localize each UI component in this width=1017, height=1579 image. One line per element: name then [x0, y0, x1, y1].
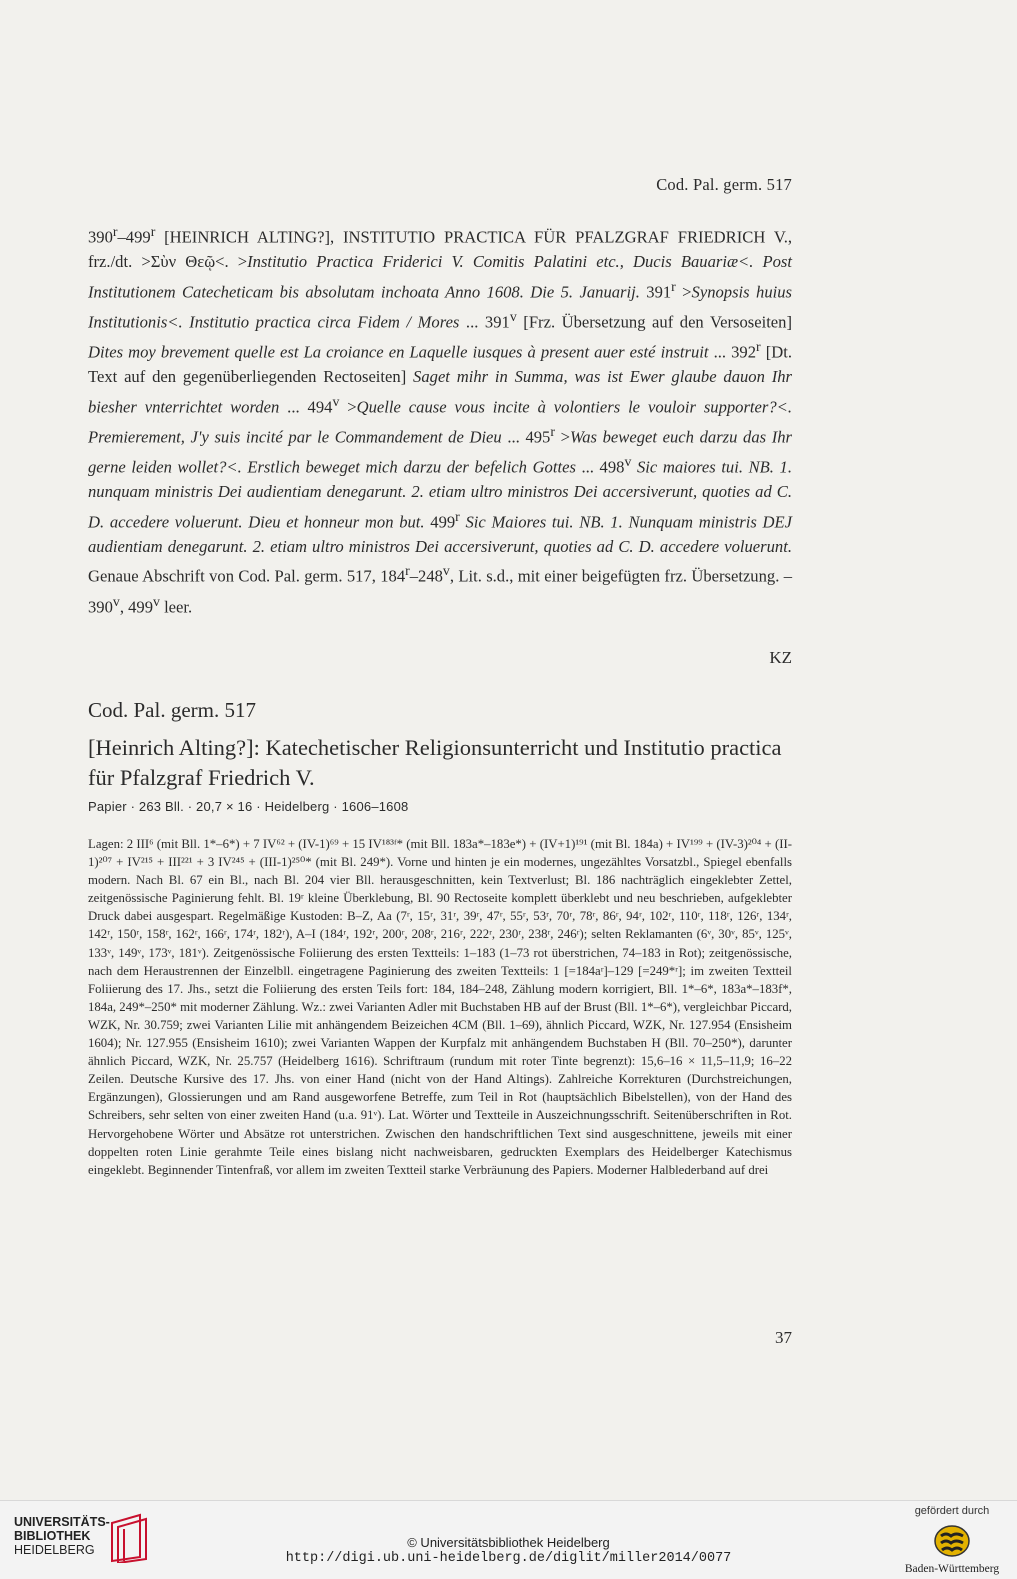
sponsor-block[interactable] [897, 1505, 1007, 1575]
sponsor-label: gefördert durch [914, 1505, 990, 1517]
previous-entry-text: 390$^r$–499$^r$ [HEINRICH ALTING?], INSTITUTIO PRACTICA FÜR PFALZGRAF FRIEDRICH V., frz./dt. >Σὺν Θεῷ<. >Institutio Practica Friderici V. Comitis Palatini etc., Ducis Bauariæ<. Post Institutionem Catecheticam bis absolutam inchoata Anno 1608. Die 5. Januarij. $391^r$ >Synopsis huius Institutionis<. Institutio practica circa Fidem / Mores ... 391$^v$ [Frz. Übersetzung auf den Versoseiten] Dites moy brevement quelle est La croiance en Laquelle iusques à present auer esté instruit ... 392$^r$ [Dt. Text auf den gegenüberliegenden Rectoseiten] Saget mihr in Summa, was ist Ewer glaube dauon Ihr biesher vnterrichtet worden ... $494^v$ >Quelle cause vous incite à volontiers le vouloir supporter?<. Premierement, J'y suis incité par le Commandement de Dieu ... $495^r >Was$ beweget euch darzu das Ihr gerne leiden wollet?<. Erstlich beweget mich darzu der befelich Gottes ... 498$^v$ Sic maiores tui. NB. 1. nunquam ministris Dei audientiam denegarunt. 2. etiam ultro ministros Dei accersiverunt, quoties ad C. D. accedere voluerunt. Dieu et honneur mon but. 499$^r$ Sic Maiores tui. NB. 1. Nunquam ministris DEJ audientiam denegarunt. 2. etiam ultro ministros Dei accersiverunt, quoties ad C. D. accedere voluerunt. Genaue Abschrift von Cod. Pal. germ. 517, 184$^r$–248$^v$, Lit. s.d., mit einer beigefügten frz. Übersetzung. – 390$^v$, 499$^v$ leer. [88, 224, 793, 617]
codicological-description: Lagen: 2 III⁶ (mit Bll. 1*–6*) + 7 IV⁶² + (IV-1)⁶⁹ + 15 IV¹⁸³ᶠ* (mit Bll. 183a*–183e*) + (IV+1)¹⁹¹ (mit Bl. 184a) + IV¹⁹⁹ + (IV-3)²⁰⁴ + (II-1)²⁰⁷ + IV²¹⁵ + III²²¹ + 3 IV²⁴⁵ + (III-1)²⁵⁰* (mit Bl. 249*). Vorne und hinten je ein modernes, ungezähltes Vorsatzbl., Spiegel ebenfalls modern. Nach Bl. 67 ein Bl., nach Bl. 204 vier Bll. herausgeschnitten, kein Textverlust; Bl. 186 nachträglich eingeklebter Zettel, zeitgenössische Paginierung fehlt. Bl. 19ʳ kleine Überklebung, Bl. 90 Rectoseite komplett überklebt und neu beschrieben, aufgeklebter Druck dabei ausgespart. Regelmäßige Kustoden: B–Z, Aa (7ʳ, 15ʳ, 31ʳ, 39ʳ, 47ʳ, 55ʳ, 53ʳ, 70ʳ, 78ʳ, 86ʳ, 94ʳ, 102ʳ, 110ʳ, 118ʳ, 126ʳ, 134ʳ, 142ʳ, 150ʳ, 158ʳ, 162ʳ, 166ʳ, 174ʳ, 182ʳ), A–I (184ʳ, 192ʳ, 200ʳ, 208ʳ, 216ʳ, 222ʳ, 230ʳ, 238ʳ, 246ʳ); selten Reklamanten (6ᵛ, 30ᵛ, 85ᵛ, 125ᵛ, 133ᵛ, 149ᵛ, 173ᵛ, 181ᵛ). Zeitgenössische Foliierung des ersten Textteils: 1–183 (1–73 rot überstrichen, 74–183 in Rot); zeitgenössische, nach dem Heraustrennen der Einzelbll. eingetragene Paginierung des zweiten Textteils: 1 [=184aʳ]–129 [=249*ʳ]; im zweiten Textteil Foliierung des 17. Jhs., setzt die Foliierung des ersten Teils fort: 184, 184–248, Zählung modern korrigiert, Bll. 1*–6*, 183a*–183f*, 184a, 249*–250* mit moderner Zählung. Wz.: zwei Varianten Adler mit Buchstaben HB auf der Brust (Bll. 1*–6*), vergleichbar Piccard, WZK, Nr. 30.759; zwei Varianten Lilie mit anhängendem Beizeichen 4CM (Bll. 1–69), ähnlich Piccard, WZK, Nr. 127.954 (Ensisheim 1604); Nr. 127.955 (Ensisheim 1610); zwei Varianten Wappen der Kurpfalz mit anhängendem Buchstaben H (Bll. 70–250*), darunter ähnlich Piccard, WZK, Nr. 25.757 (Heidelberg 1616). Schriftraum (rundum mit roter Tinte begrenzt): 15,6–16 × 11,5–11,9; 16–22 Zeilen. Deutsche Kursive des 17. Jhs. von einer Hand (nicht von der Hand Altings). Zahlreiche Korrekturen (Durchstreichungen, Ergänzungen), Glossierungen und am Rand ausgeworfene Betreffe, zum Teil in Rot (hauptsächlich Bibelstellen), von der Hand des Schreibers, sehr selten von einer zweiten Hand (u.a. 91ᵛ). Lat. Wörter und Textteile in Auszeichnungsschrift. Seitenüberschriften in Rot. Hervorgehobene Wörter und Absätze rot unterstrichen. Zwischen den handschriftlichen Text sind ausgeschnittene, jeweils mit einer doppelten roten Linie gerahmte Teile eines bislang nicht nachweisbaren, gedruckten Exemplars des Heidelberger Katechismus eingeklebt. Beginnender Tintenfraß, vor allem im zweiten Textteil starke Verbräunung des Papiers. Moderner Halblederband auf drei [88, 837, 792, 1177]
physical-description: Papier · 263 Bll. · 20,7 × 16 · Heidelberg · 1606–1608 [88, 799, 409, 814]
page-number: 37 [775, 1328, 792, 1347]
library-logo-text: UNIVERSITÄTS- BIBLIOTHEK HEIDELBERG [14, 1515, 110, 1557]
sponsor-name: Baden-Württemberg [904, 1563, 1000, 1575]
permalink-url[interactable]: http://digi.ub.uni-heidelberg.de/diglit/miller2014/0077 [285, 1551, 732, 1566]
coat-of-arms-icon [932, 1520, 972, 1560]
footer-bar [0, 1500, 1017, 1579]
copyright-notice: © Universitätsbibliothek Heidelberg [407, 1535, 610, 1550]
author-initials: KZ [769, 648, 792, 667]
running-head: Cod. Pal. germ. 517 [656, 175, 792, 194]
entry-title: [Heinrich Alting?]: Katechetischer Religionsunterricht und Institutio practica für Pfalzgraf Friedrich V. [88, 735, 782, 790]
shelfmark-heading: Cod. Pal. germ. 517 [88, 698, 256, 722]
